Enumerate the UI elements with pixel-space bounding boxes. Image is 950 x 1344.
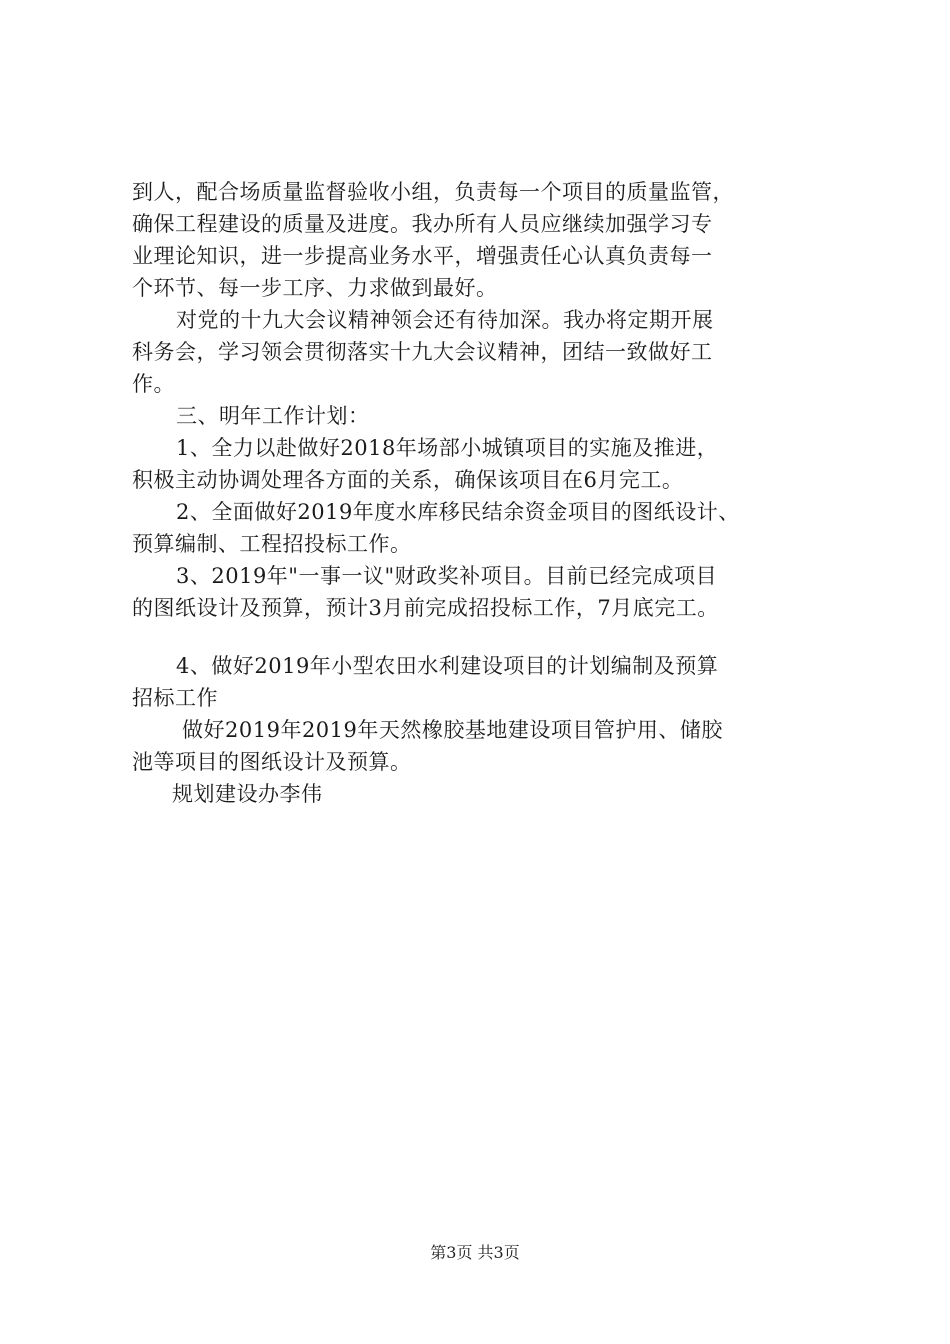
section-heading: 三、明年工作计划： [176, 404, 370, 428]
text-line: 作。 [132, 372, 175, 396]
signature-line: 规划建设办李伟 [172, 782, 323, 806]
text-line: 到人，配合场质量监督验收小组，负责每一个项目的质量监管， [132, 180, 734, 204]
text-line: 科务会，学习领会贯彻落实十九大会议精神，团结一致做好工 [132, 340, 713, 364]
text-line: 预算编制、工程招投标工作。 [132, 532, 412, 556]
text-line: 确保工程建设的质量及进度。我办所有人员应继续加强学习专 [132, 212, 713, 236]
document-body [132, 176, 832, 810]
plan-item-2: 2、全面做好2019年度水库移民结余资金项目的图纸设计、 [176, 500, 740, 524]
text-line: 积极主动协调处理各方面的关系，确保该项目在6月完工。 [132, 468, 684, 492]
text-line: 招标工作 [132, 686, 218, 710]
page-footer: 第3页 共3页 [430, 1243, 520, 1262]
text-line: 个环节、每一步工序、力求做到最好。 [132, 276, 498, 300]
text-line: 做好2019年2019年天然橡胶基地建设项目管护用、储胶 [182, 718, 723, 742]
text-line: 的图纸设计及预算，预计3月前完成招投标工作，7月底完工。 [132, 596, 719, 620]
paragraph-gap [132, 624, 832, 650]
text-line: 业理论知识，进一步提高业务水平，增强责任心认真负责每一 [132, 244, 713, 268]
plan-item-3: 3、2019年"一事一议"财政奖补项目。目前已经完成项目 [176, 564, 718, 588]
text-line: 对党的十九大会议精神领会还有待加深。我办将定期开展 [176, 308, 714, 332]
text-line: 池等项目的图纸设计及预算。 [132, 750, 412, 774]
plan-item-1: 1、全力以赴做好2018年场部小城镇项目的实施及推进， [176, 436, 719, 460]
plan-item-4: 4、做好2019年小型农田水利建设项目的计划编制及预算 [176, 654, 719, 678]
